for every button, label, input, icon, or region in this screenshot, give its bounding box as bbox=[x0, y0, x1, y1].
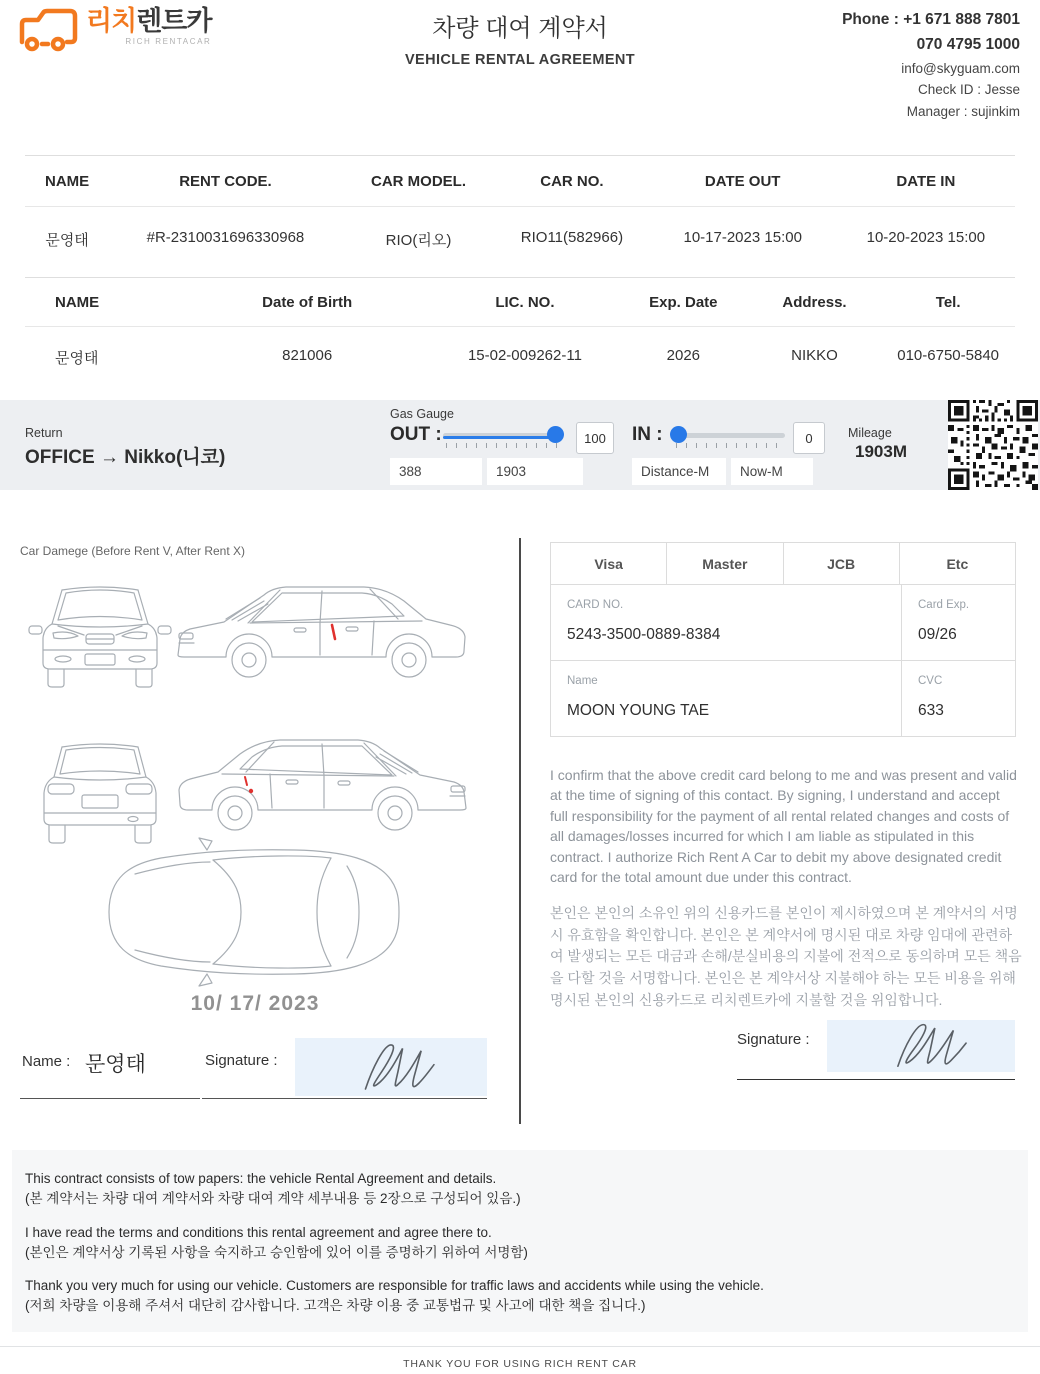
rental-header-car-model: CAR MODEL. bbox=[371, 172, 466, 190]
slider-handle[interactable] bbox=[670, 426, 687, 443]
note-item bbox=[25, 1169, 1015, 1210]
column-divider bbox=[519, 538, 521, 1124]
note-3-kr: (저희 차량을 이용해 주셔서 대단히 감사합니다. 고객은 차량 이용 중 교통법규 및 사고에 대한 책을 집니다.) bbox=[25, 1298, 646, 1314]
page-subtitle: VEHICLE RENTAL AGREEMENT bbox=[404, 52, 636, 68]
gas-gauge-label: Gas Gauge bbox=[390, 407, 454, 421]
tab-etc[interactable]: Etc bbox=[899, 542, 1016, 585]
note-item bbox=[25, 1223, 1015, 1264]
signature-label-right: Signature : bbox=[737, 1031, 810, 1048]
slider-track bbox=[673, 433, 785, 438]
note-1-kr: (본 계약서는 차량 대여 계약서와 차량 대여 계약 세부내용 등 2장으로 구성되어 있음.) bbox=[25, 1191, 521, 1207]
driver-info-table bbox=[25, 277, 1015, 391]
signature-label-left: Signature : bbox=[205, 1052, 278, 1069]
distance-m-input[interactable] bbox=[632, 458, 726, 485]
page-title: 차량 대여 계약서 bbox=[432, 15, 608, 42]
car-top-view-diagram bbox=[95, 822, 410, 1007]
note-1-en: This contract consists of tow papers: the vehicle Rental Agreement and details. bbox=[25, 1171, 497, 1186]
name-underline bbox=[20, 1098, 200, 1099]
rental-header-car-no: CAR NO. bbox=[540, 172, 604, 190]
car-left-side-view-diagram bbox=[172, 575, 472, 698]
rental-header-date-in: DATE IN bbox=[896, 172, 956, 190]
gauge-status-bar bbox=[0, 400, 1040, 490]
driver-header-tel: Tel. bbox=[935, 293, 961, 311]
card-exp-value: 09/26 bbox=[918, 626, 957, 643]
card-type-tabs bbox=[550, 542, 1016, 585]
rental-date-in-value: 10-20-2023 15:00 bbox=[866, 229, 986, 246]
card-exp-label: Card Exp. bbox=[918, 599, 970, 611]
rental-date-out-value: 10-17-2023 15:00 bbox=[683, 229, 802, 246]
mileage-value: 1903M bbox=[855, 442, 907, 461]
card-holder-name-value: MOON YOUNG TAE bbox=[567, 702, 710, 719]
note-3-en: Thank you very much for using our vehicle. Customers are responsible for traffic laws and accidents while using the vehicle. bbox=[25, 1278, 764, 1293]
gas-gauge-in-slider[interactable] bbox=[673, 427, 785, 451]
slider-fill bbox=[443, 436, 561, 439]
driver-dob-value: 821006 bbox=[282, 347, 333, 364]
card-cvc-label: CVC bbox=[918, 675, 943, 687]
driver-address-value: NIKKO bbox=[791, 347, 838, 364]
footer-text: THANK YOU FOR USING RICH RENT CAR bbox=[403, 1358, 637, 1370]
rental-name-value: 문영태 bbox=[45, 232, 89, 249]
odometer-end-input[interactable] bbox=[487, 458, 583, 485]
rental-header-name: NAME bbox=[44, 172, 90, 190]
contact-phone-1: Phone : +1 671 888 7801 bbox=[842, 11, 1020, 28]
card-confirmation-text-kr: 본인은 본인의 소유인 위의 신용카드를 본인이 제시하였으며 본 계약서의 서명시 유효함을 확인합니다. 본인은 본 계약서에 명시된 대로 차량 임대에 관련하여 발생되는 모든 대금과 손해/분실비용의 지불에 전적으로 동의하며 모든 책음을 다할 것을 서명합니다. 본인은 본 계약서상 지불해야 하는 모든 비용을 위해 명시된 본인의 신용카드로 리치렌트카에 지불할 것을 위임합니다. bbox=[550, 905, 1022, 1008]
driver-exp-date-value: 2026 bbox=[666, 347, 701, 364]
rental-header-rent-code: RENT CODE. bbox=[179, 172, 272, 190]
note-2-kr: (본인은 계약서상 기록된 사항을 숙지하고 승인함에 있어 이를 증명하기 위하여 서명함) bbox=[25, 1244, 528, 1260]
gas-gauge-out-slider[interactable] bbox=[443, 427, 561, 451]
card-holder-name-label: Name bbox=[567, 675, 598, 687]
driver-table-header-row bbox=[25, 277, 1015, 327]
card-confirmation-text-en: I confirm that the above credit card belong to me and was present and valid at the time of signing of this contact. By signing, I understand and accept full responsibility for the payment of all rental related changes and costs of all damages/losses incurred for which I am liable as stipulated in this contract. I authorize Rich Rent A Car to debit my above designated credit card for the total amount due under this contract. bbox=[550, 767, 1017, 886]
gas-out-label: OUT : bbox=[390, 424, 442, 445]
slider-ticks bbox=[676, 443, 782, 448]
gas-in-label: IN : bbox=[632, 424, 663, 445]
rental-car-model-value: RIO(리오) bbox=[385, 232, 452, 249]
rental-table-header-row bbox=[25, 155, 1015, 207]
card-no-value: 5243-3500-0889-8384 bbox=[567, 626, 721, 643]
note-item bbox=[25, 1276, 1015, 1317]
name-value: 문영태 bbox=[85, 1053, 146, 1076]
rental-header-date-out: DATE OUT bbox=[704, 172, 781, 190]
gas-in-value-box[interactable]: 0 bbox=[793, 422, 825, 454]
tab-visa[interactable]: Visa bbox=[550, 542, 667, 585]
now-m-input[interactable] bbox=[731, 458, 813, 485]
gas-out-value-box[interactable]: 100 bbox=[576, 422, 614, 454]
contact-check-id: Check ID : Jesse bbox=[917, 82, 1020, 98]
car-front-view-diagram bbox=[28, 578, 173, 695]
slider-ticks bbox=[446, 443, 558, 448]
rental-car-no-value: RIO11(582966) bbox=[520, 229, 624, 246]
driver-header-exp-date: Exp. Date bbox=[649, 293, 718, 311]
rental-info-table bbox=[25, 155, 1015, 275]
driver-header-address: Address. bbox=[782, 293, 847, 311]
card-no-label: CARD NO. bbox=[567, 599, 624, 611]
signature-underline-right bbox=[737, 1079, 1015, 1080]
note-2-en: I have read the terms and conditions this rental agreement and agree there to. bbox=[25, 1224, 492, 1240]
contact-manager: Manager : sujinkim bbox=[906, 103, 1020, 119]
driver-lic-no-value: 15-02-009262-11 bbox=[467, 347, 582, 364]
car-damage-label: Car Damege (Before Rent V, After Rent X) bbox=[20, 544, 245, 558]
contract-notes-box bbox=[12, 1150, 1028, 1332]
contact-email: info@skyguam.com bbox=[901, 60, 1020, 76]
brand-subtitle: RICH RENTACAR bbox=[125, 37, 212, 46]
contact-info bbox=[842, 8, 1020, 122]
return-route-value: OFFICE → Nikko(니코) bbox=[25, 447, 226, 468]
signature-underline-left bbox=[202, 1098, 487, 1099]
mileage-label: Mileage bbox=[848, 426, 892, 440]
tab-master[interactable]: Master bbox=[666, 542, 783, 585]
qr-code-image bbox=[948, 400, 1038, 495]
rental-table-row bbox=[25, 207, 1015, 275]
driver-table-row bbox=[25, 327, 1015, 391]
brand-name-dark: 렌트카 bbox=[136, 6, 212, 36]
name-label: Name : bbox=[22, 1053, 71, 1070]
card-details-box bbox=[550, 584, 1016, 737]
odometer-start-input[interactable] bbox=[390, 458, 482, 485]
rental-code-value: #R-2310031696330968 bbox=[146, 229, 305, 246]
brand-name-orange: 리치 bbox=[86, 6, 137, 36]
rental-date: 10/ 17/ 2023 bbox=[190, 992, 320, 1015]
return-label: Return bbox=[25, 426, 63, 440]
driver-header-name: NAME bbox=[55, 293, 100, 311]
signature-pad-right[interactable] bbox=[827, 1020, 1015, 1072]
signature-pad-left[interactable] bbox=[295, 1038, 487, 1096]
driver-header-dob: Date of Birth bbox=[262, 293, 353, 311]
card-cvc-value: 633 bbox=[918, 702, 944, 719]
tab-jcb[interactable]: JCB bbox=[783, 542, 900, 585]
driver-tel-value: 010-6750-5840 bbox=[897, 347, 1000, 364]
contact-phone-2: 070 4795 1000 bbox=[916, 35, 1020, 53]
driver-name-value: 문영태 bbox=[55, 350, 99, 367]
footer-divider bbox=[0, 1346, 1040, 1347]
driver-header-lic-no: LIC. NO. bbox=[495, 293, 555, 311]
slider-handle[interactable] bbox=[547, 426, 564, 443]
